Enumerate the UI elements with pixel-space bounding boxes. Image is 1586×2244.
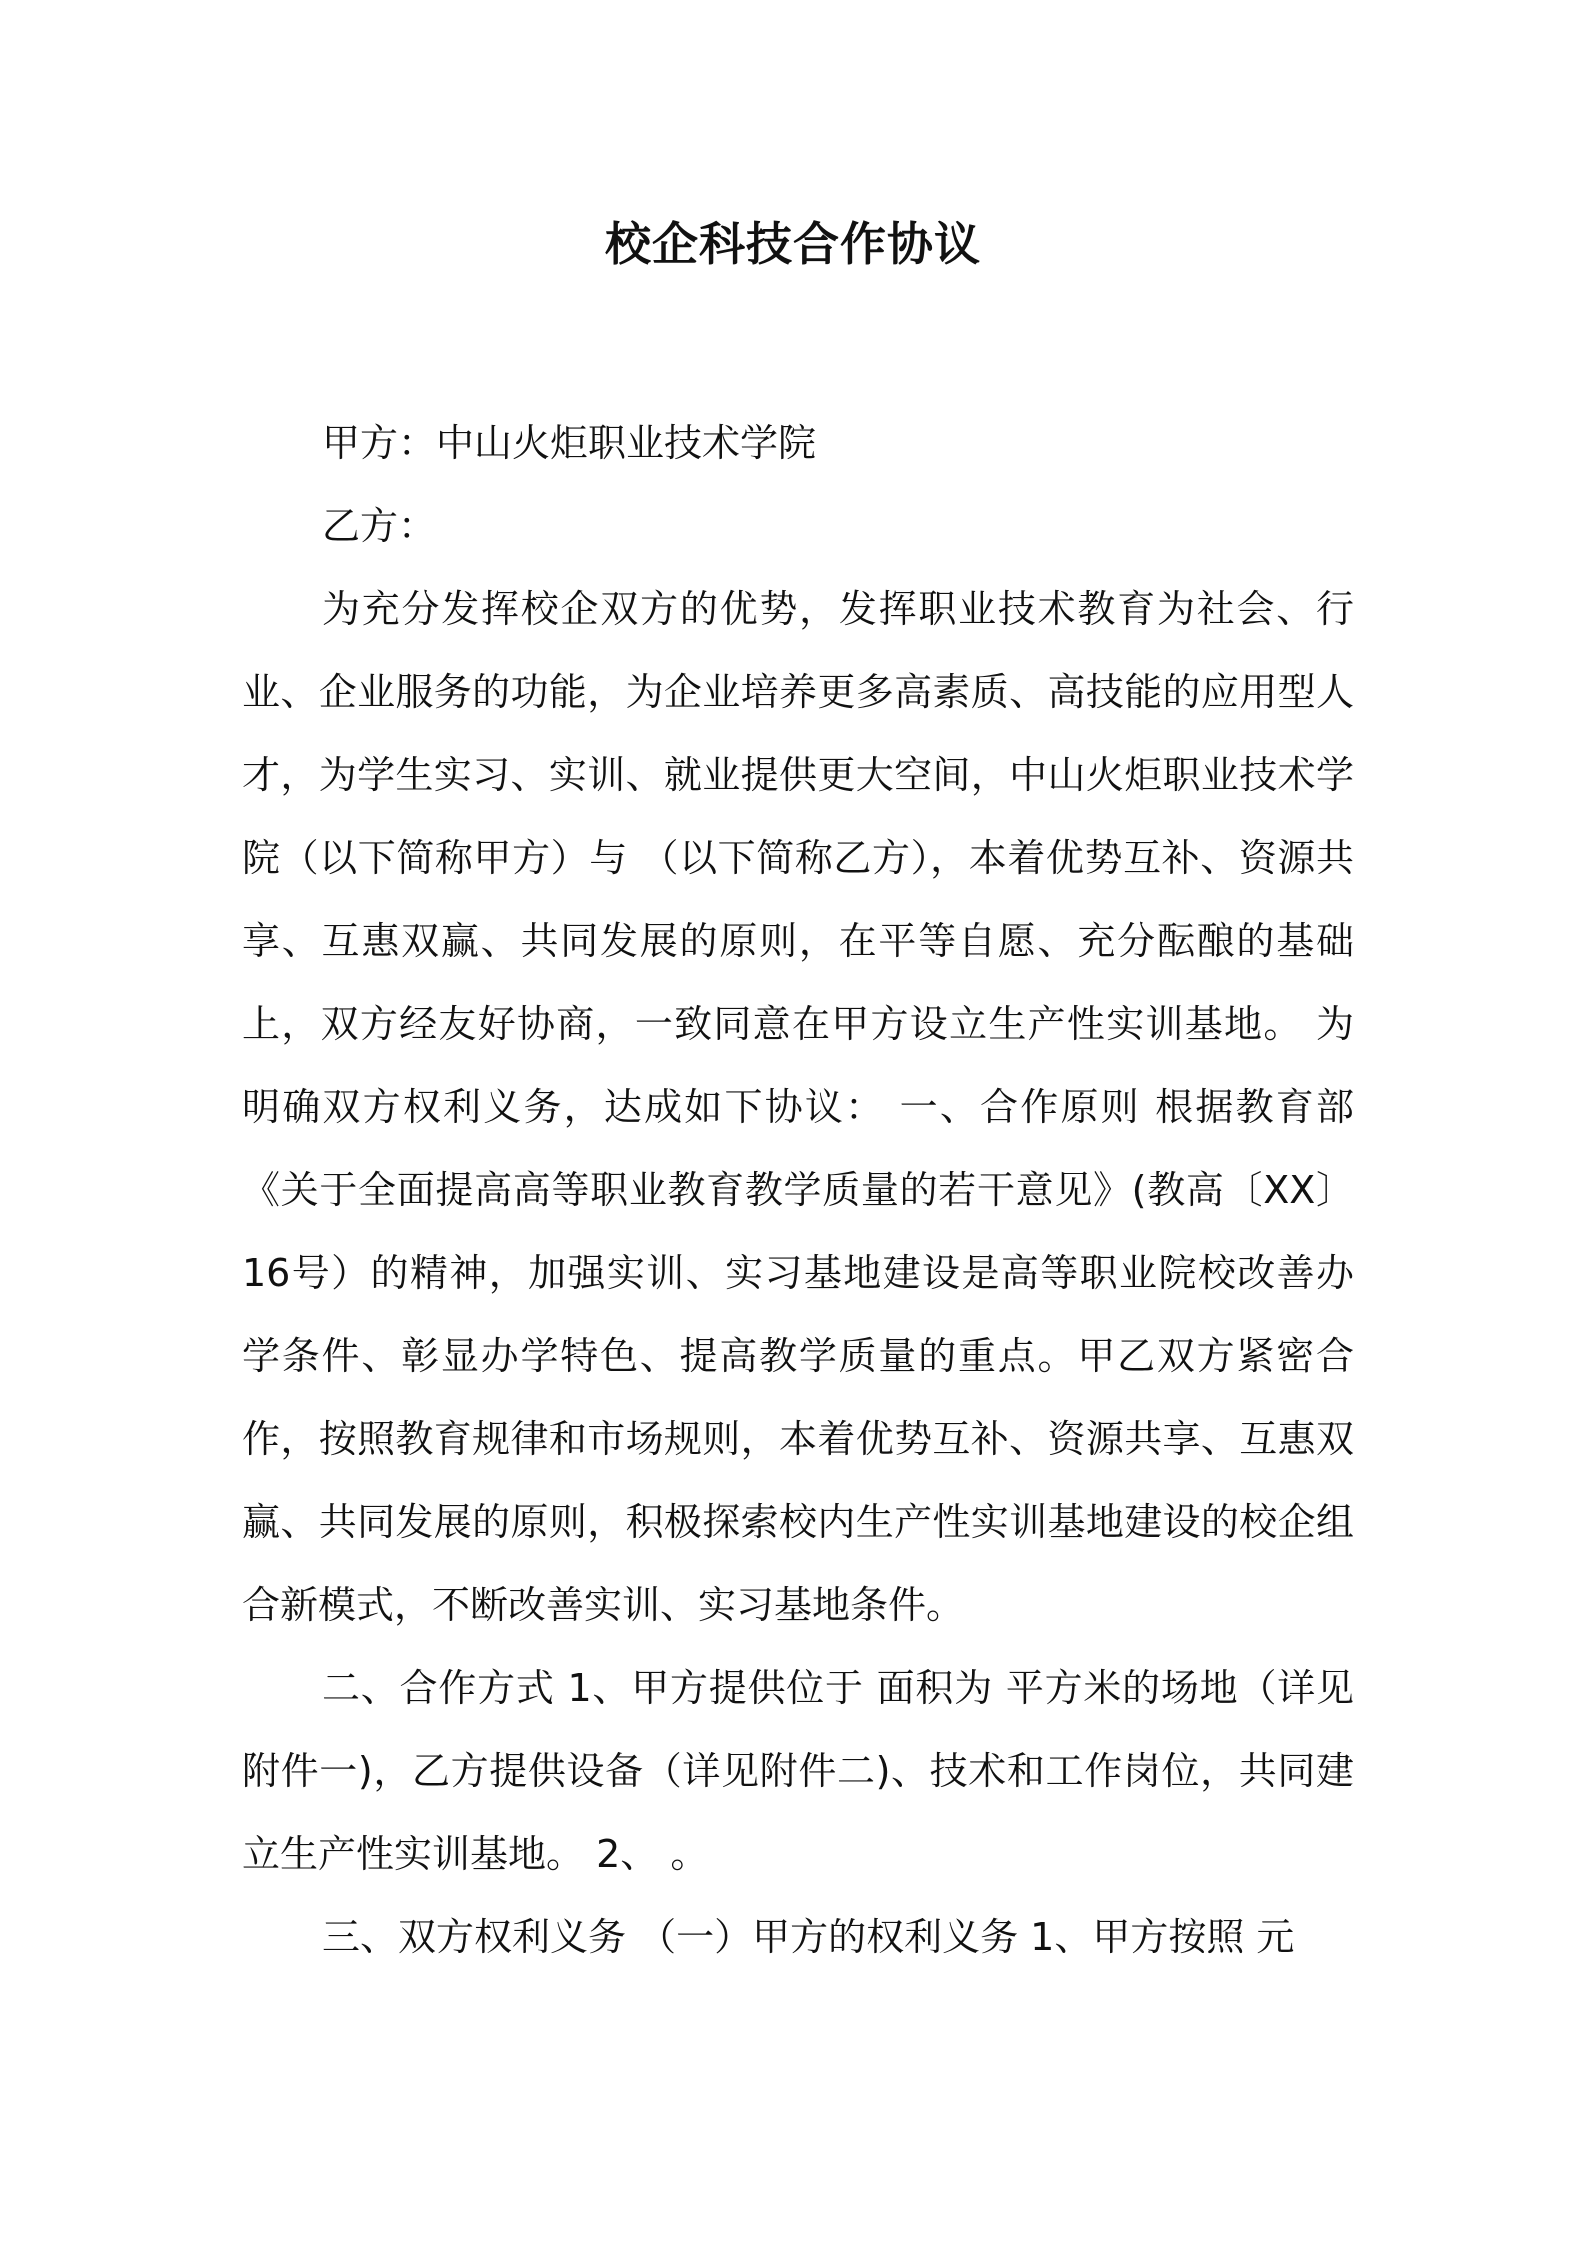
paragraph-cooperation-method: 二、合作方式 1、甲方提供位于 面积为 平方米的场地（详见附件一)，乙方提供设备（详见附件二)、技术和工作岗位，共同建立生产性实训基地。 2、 。 — [242, 1666, 1354, 1876]
paragraph-rights-obligations: 三、双方权利义务 （一）甲方的权利义务 1、甲方按照 元 — [322, 1915, 1295, 1959]
party-b-line: 乙方： — [322, 504, 437, 548]
document-title: 校企科技合作协议 — [605, 217, 981, 271]
paragraph-intro-principles: 为充分发挥校企双方的优势，发挥职业技术教育为社会、行业、企业服务的功能，为企业培养更多高素质、高技能的应用型人才，为学生实习、实训、就业提供更大空间，中山火炬职业技术学院（以下简称甲方）与 （以下简称乙方），本着优势互补、资源共享、互惠双赢、共同发展的原则，在平等自愿、充分酝酿的基础上，双方经友好协商，一致同意在甲方设立生产性实训基地。 为明确双方权利义务，达成如下协议： 一、合作原则 根据教育部《关于全面提高高等职业教育教学质量的若干意见》(教高〔XX〕16号）的精神，加强实训、实习基地建设是高等职业院校改善办学条件、彰显办学特色、提高教学质量的重点。甲乙双方紧密合作，按照教育规律和市场规则，本着优势互补、资源共享、互惠双赢、共同发展的原则，积极探索校内生产性实训基地建设的校企组合新模式，不断改善实训、实习基地条件。 — [242, 587, 1354, 1627]
document-body — [242, 402, 1354, 1979]
party-a-line: 甲方：中山火炬职业技术学院 — [322, 421, 817, 465]
